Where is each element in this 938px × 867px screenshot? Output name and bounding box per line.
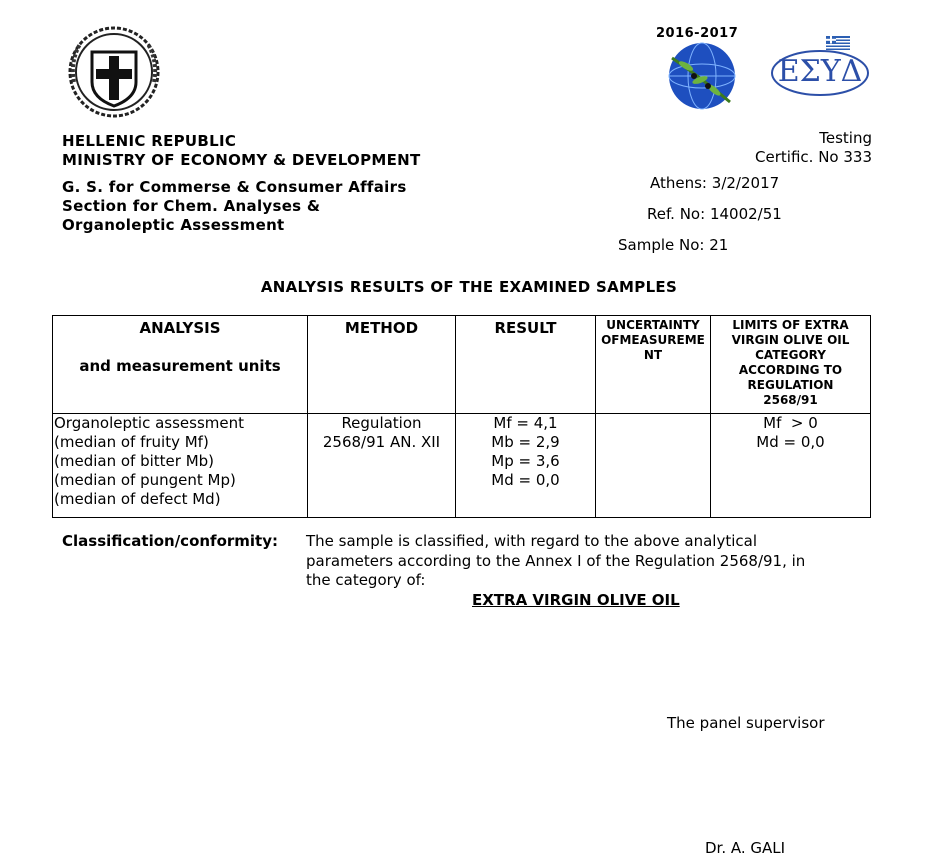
globe-logo xyxy=(652,26,756,110)
table-row xyxy=(53,414,871,518)
header-republic: HELLENIC REPUBLIC xyxy=(62,132,237,150)
esyd-logo xyxy=(768,36,872,98)
limits-line: Mf > 0 xyxy=(763,414,818,432)
header-limits-line: CATEGORY xyxy=(755,348,826,362)
header-uncertainty-line: NT xyxy=(643,348,663,362)
header-result-label: RESULT xyxy=(494,319,557,337)
cell-result xyxy=(456,414,596,518)
header-limits-line: LIMITS OF EXTRA xyxy=(732,318,849,332)
limits-line: Md = 0,0 xyxy=(756,433,825,451)
header-limits xyxy=(711,316,871,414)
classification-line: The sample is classified, with regard to the above analytical xyxy=(306,532,757,550)
classification-line: parameters according to the Annex I of the Regulation 2568/91, in xyxy=(306,551,806,570)
header-uncertainty xyxy=(596,316,711,414)
header-limits-line: 2568/91 xyxy=(763,393,818,407)
header-limits-line: REGULATION xyxy=(747,378,834,392)
analysis-line: (median of pungent Mp) xyxy=(54,471,236,489)
result-line: Mb = 2,9 xyxy=(491,433,560,451)
header-assessment: Organoleptic Assessment xyxy=(62,216,285,234)
cell-analysis xyxy=(53,414,308,518)
supervisor-role: The panel supervisor xyxy=(667,714,825,732)
esyd-text: ΕΣΥΔ xyxy=(777,54,863,89)
header-ministry: MINISTRY OF ECONOMY & DEVELOPMENT xyxy=(62,151,421,169)
analysis-line: (median of defect Md) xyxy=(54,490,221,508)
cell-uncertainty xyxy=(596,414,711,518)
sample-value: 21 xyxy=(709,236,729,254)
cell-limits xyxy=(711,414,871,518)
result-line: Md = 0,0 xyxy=(491,471,560,489)
header-department: G. S. for Commerse & Consumer Affairs xyxy=(62,178,407,196)
header-limits-line: VIRGIN OLIVE OIL xyxy=(731,333,850,347)
header-analysis xyxy=(53,316,308,414)
header-uncertainty-line: OFMEASUREME xyxy=(601,333,705,347)
ref-row xyxy=(647,205,782,224)
header-method xyxy=(308,316,456,414)
result-line: Mf = 4,1 xyxy=(493,414,558,432)
ref-label: Ref. No: xyxy=(647,205,706,223)
classification-line: the category of: xyxy=(306,571,426,589)
header-result xyxy=(456,316,596,414)
header-uncertainty-line: UNCERTAINTY xyxy=(606,318,700,332)
analysis-line: (median of fruity Mf) xyxy=(54,433,209,451)
testing-label: Testing xyxy=(819,129,872,147)
greek-emblem-icon xyxy=(66,22,162,118)
analysis-line: (median of bitter Mb) xyxy=(54,452,215,470)
header-section: Section for Chem. Analyses & xyxy=(62,197,321,215)
cell-method xyxy=(308,414,456,518)
analysis-line: Organoleptic assessment xyxy=(54,414,244,432)
logo-years: 2016-2017 xyxy=(656,26,739,41)
date-value: 3/2/2017 xyxy=(711,174,780,192)
ref-value: 14002/51 xyxy=(709,205,782,223)
certificate-number: Certific. No 333 xyxy=(755,148,872,166)
result-line: Mp = 3,6 xyxy=(491,452,560,470)
classification-category: EXTRA VIRGIN OLIVE OIL xyxy=(472,591,680,609)
classification-label: Classification/conformity: xyxy=(62,532,278,550)
header-analysis-label: ANALYSIS xyxy=(139,319,221,337)
table-header-row xyxy=(53,316,871,414)
header-analysis-sub: and measurement units xyxy=(79,357,281,375)
results-table xyxy=(52,315,871,518)
supervisor-name: Dr. A. GALI xyxy=(705,839,786,857)
globe-icon xyxy=(656,40,752,110)
document-title: ANALYSIS RESULTS OF THE EXAMINED SAMPLES xyxy=(260,278,678,296)
date-row xyxy=(650,174,779,193)
method-line: 2568/91 AN. XII xyxy=(322,433,441,451)
header-method-label: METHOD xyxy=(344,319,419,337)
sample-row xyxy=(618,236,728,255)
method-line: Regulation xyxy=(341,414,422,432)
classification-text xyxy=(306,532,805,591)
date-label: Athens: xyxy=(650,174,707,192)
header-limits-line: ACCORDING TO xyxy=(738,363,843,377)
sample-label: Sample No: xyxy=(618,236,705,254)
